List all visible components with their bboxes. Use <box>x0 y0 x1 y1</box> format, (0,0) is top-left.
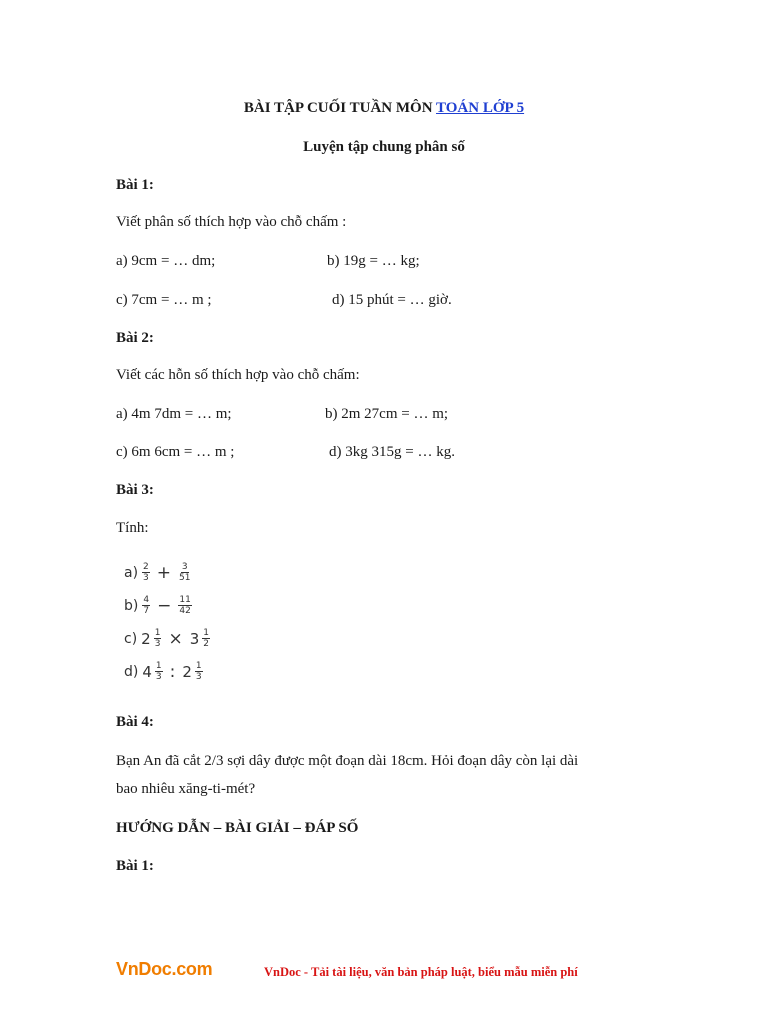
guide-heading: HƯỚNG DẪN – BÀI GIẢI – ĐÁP SỐ <box>116 820 359 836</box>
vndoc-logo[interactable]: VnDoc.com <box>116 959 213 979</box>
denominator: 3 <box>195 672 202 682</box>
whole-part: 2 <box>182 662 192 681</box>
footer-tagline: VnDoc - Tải tài liệu, văn bản pháp luật, biểu mẫu miễn phí <box>264 965 578 979</box>
denominator: 2 <box>203 639 209 649</box>
page-subtitle: Luyện tập chung phân số <box>303 139 465 155</box>
fraction <box>178 595 191 616</box>
bai2-item-d: d) 3kg 315g = … kg. <box>329 444 455 460</box>
bai3-instruction: Tính: <box>116 520 149 536</box>
bai2-item-a: a) 4m 7dm = … m; <box>116 406 232 422</box>
bai1-item-c: c) 7cm = … m ; <box>116 292 212 308</box>
bai1-instruction: Viết phân số thích hợp vào chỗ chấm : <box>116 214 347 230</box>
denominator: 3 <box>155 672 162 682</box>
denominator: 42 <box>179 606 191 616</box>
denominator: 7 <box>143 606 150 616</box>
title-text: BÀI TẬP CUỐI TUẦN MÔN <box>243 100 437 116</box>
denominator: 3 <box>154 639 161 649</box>
fraction <box>195 661 203 682</box>
operator: + <box>156 562 172 583</box>
expr-label: a) <box>124 564 139 581</box>
numerator: 1 <box>195 661 202 671</box>
bai4-line-2: bao nhiêu xăng-ti-mét? <box>116 781 256 797</box>
numerator: 2 <box>143 562 149 572</box>
operator: − <box>157 595 172 616</box>
bai3-expression-b <box>124 595 192 616</box>
fraction <box>142 562 150 583</box>
bai2-item-c: c) 6m 6cm = … m ; <box>116 444 235 460</box>
numerator: 1 <box>154 628 161 638</box>
bai3-expression-a <box>124 562 191 583</box>
fraction <box>202 628 210 649</box>
page-title <box>0 100 768 117</box>
whole-part: 3 <box>189 629 200 648</box>
numerator: 4 <box>143 595 150 605</box>
bai3-heading: Bài 3: <box>116 482 154 498</box>
denominator: 51 <box>179 573 191 583</box>
denominator: 3 <box>143 573 149 583</box>
title-link[interactable]: TOÁN LỚP 5 <box>436 100 525 116</box>
bai1-item-a: a) 9cm = … dm; <box>116 253 216 269</box>
numerator: 11 <box>179 595 191 605</box>
operator: : <box>169 661 176 682</box>
bai2-item-b: b) 2m 27cm = … m; <box>325 406 449 422</box>
bai3-expression-d <box>124 661 203 682</box>
fraction <box>155 661 163 682</box>
expr-label: d) <box>124 663 139 680</box>
bai1-item-b: b) 19g = … kg; <box>327 253 420 269</box>
whole-part: 4 <box>142 662 152 681</box>
expr-label: b) <box>124 597 139 614</box>
whole-part: 2 <box>141 629 151 648</box>
fraction <box>154 628 162 649</box>
numerator: 1 <box>155 661 162 671</box>
fraction <box>142 595 150 616</box>
numerator: 3 <box>181 562 188 572</box>
bai1-item-d: d) 15 phút = … giờ. <box>332 292 452 308</box>
numerator: 1 <box>203 628 209 638</box>
operator: × <box>168 628 183 649</box>
expr-label: c) <box>124 630 138 647</box>
bai2-instruction: Viết các hỗn số thích hợp vào chỗ chấm: <box>116 367 360 383</box>
bai1-heading: Bài 1: <box>116 177 154 193</box>
bai4-line-1: Bạn An đã cắt 2/3 sợi dây được một đoạn dài 18cm. Hỏi đoạn dây còn lại dài <box>116 753 579 769</box>
bai2-heading: Bài 2: <box>116 330 154 346</box>
bai1-answer-heading: Bài 1: <box>116 858 154 874</box>
bai3-expression-c <box>124 628 210 649</box>
fraction <box>178 562 191 583</box>
bai4-heading: Bài 4: <box>116 714 154 730</box>
